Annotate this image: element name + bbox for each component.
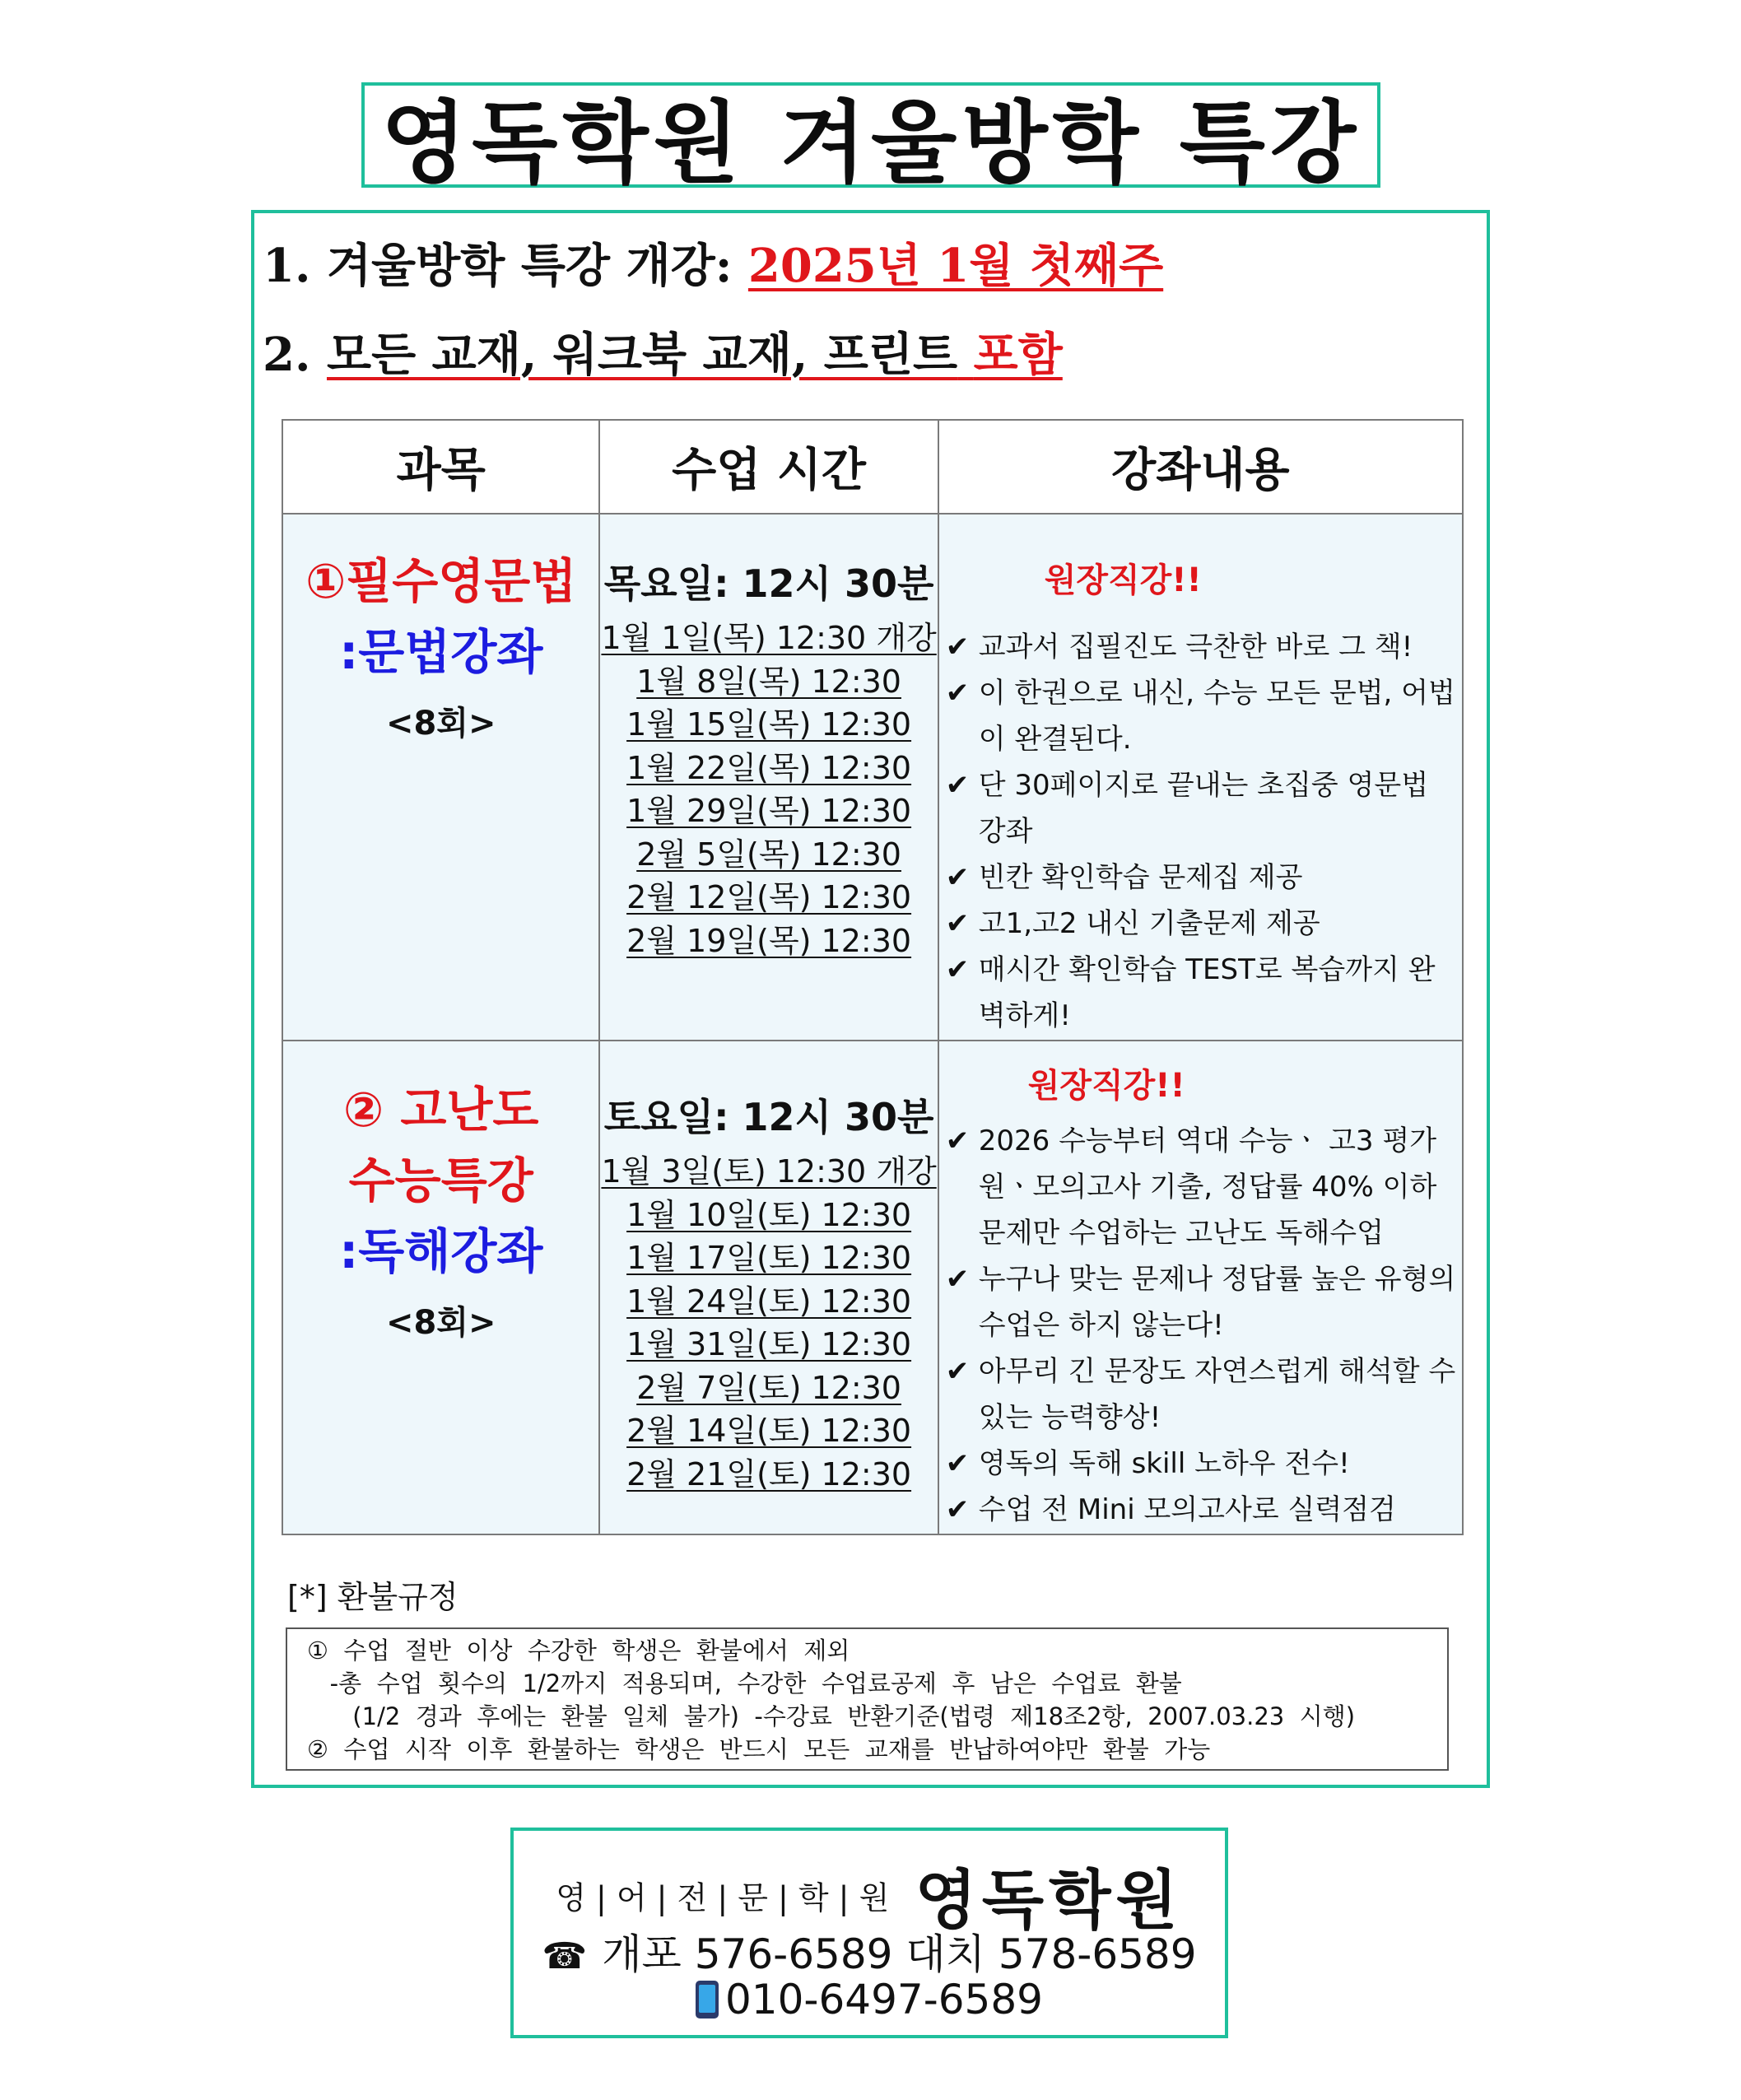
list-item-text: 단 30페이지로 끝내는 초집중 영문법 강좌	[978, 769, 1429, 848]
list-item	[946, 901, 1460, 947]
check-icon: ✔	[945, 953, 970, 986]
list-item	[946, 1441, 1460, 1487]
class-day: 토요일: 12시 30분	[603, 1095, 934, 1139]
content-cell	[938, 514, 1463, 1041]
list-item-text: 교과서 집필진도 극찬한 바로 그 책!	[978, 631, 1413, 664]
time-cell	[599, 514, 938, 1041]
list-item-text: 2026 수능부터 역대 수능ㆍ 고3 평가원ㆍ모의고사 기출, 정답률 40% 이하 문제만 수업하는 고난도 독해수업	[978, 1125, 1437, 1250]
list-item-text: 고1,고2 내신 기출문제 제공	[978, 907, 1320, 940]
class-date: 1월 3일(토) 12:30 개강	[601, 1153, 937, 1190]
list-item	[946, 1256, 1460, 1348]
header-subject: 과목	[282, 420, 599, 514]
refund-line: ② 수업 시작 이후 환불하는 학생은 반드시 모든 교재를 반납하여야만 환불 가능	[307, 1735, 1211, 1763]
headline-opening	[263, 230, 1163, 296]
headline-opening-date: 2025년 1월 첫째주	[747, 239, 1164, 293]
refund-line: ① 수업 절반 이상 수강한 학생은 환불에서 제외	[307, 1637, 850, 1665]
list-item-text: 누구나 맞는 문제나 정답률 높은 유형의 수업은 하지 않는다!	[978, 1263, 1456, 1342]
header-time: 수업 시간	[599, 420, 938, 514]
content-cell	[938, 1041, 1463, 1534]
list-item-text: 아무리 긴 문장도 자연스럽게 해석할 수 있는 능력향상!	[978, 1355, 1456, 1434]
subject-cell	[282, 514, 599, 1041]
list-item-text: 수업 전 Mini 모의고사로 실력점검	[978, 1493, 1396, 1526]
subject-title: ② 고난도	[343, 1082, 539, 1138]
subject-title: ①필수영문법	[305, 553, 577, 609]
mobile-phone-icon	[696, 1981, 719, 2019]
class-date: 1월 17일(토) 12:30	[626, 1240, 912, 1276]
table-header-row	[282, 420, 1463, 514]
class-date: 1월 31일(토) 12:30	[626, 1326, 912, 1362]
subject-cell	[282, 1041, 599, 1534]
academy-tagline: 영 | 어 | 전 | 문 | 학 | 원	[556, 1879, 890, 1916]
class-date: 2월 21일(토) 12:30	[626, 1455, 912, 1492]
time-cell	[599, 1041, 938, 1534]
list-item	[946, 1118, 1460, 1256]
list-item	[946, 670, 1460, 762]
refund-policy-box	[286, 1627, 1449, 1771]
class-date: 2월 12일(목) 12:30	[626, 879, 912, 915]
refund-line: (1/2 경과 후에는 환불 일체 불가) -수강료 반환기준(법령 제18조2항, 2007.03.23 시행)	[307, 1702, 1356, 1730]
list-item-text: 영독의 독해 skill 노하우 전수!	[978, 1447, 1350, 1480]
list-item	[946, 1348, 1460, 1441]
telephone-icon: ☎	[542, 1935, 588, 1977]
check-icon: ✔	[945, 631, 970, 664]
phone-row	[514, 1921, 1225, 1981]
headline-materials-body: 모든 교재, 워크북 교재, 프린트	[326, 328, 958, 382]
check-icon: ✔	[945, 1263, 970, 1296]
subject-subtitle: :문법강좌	[339, 624, 543, 680]
list-item	[946, 947, 1460, 1039]
class-date: 2월 7일(토) 12:30	[636, 1369, 901, 1406]
contact-box	[510, 1828, 1228, 2038]
headline-opening-label: 1. 겨울방학 특강 개강:	[263, 239, 733, 293]
class-date: 1월 24일(토) 12:30	[626, 1283, 912, 1320]
subject-title-2: 수능특강	[348, 1152, 533, 1208]
class-date: 1월 1일(목) 12:30 개강	[601, 620, 937, 656]
academy-name: 영독학원	[915, 1863, 1183, 1938]
class-day: 목요일: 12시 30분	[603, 561, 934, 606]
check-icon: ✔	[945, 907, 970, 940]
list-item	[946, 1487, 1460, 1533]
headline-materials-text	[327, 328, 1063, 382]
refund-policy-label: [*] 환불규정	[287, 1579, 459, 1615]
content-list	[946, 1118, 1460, 1533]
list-item-text: 매시간 확인학습 TEST로 복습까지 완벽하게!	[978, 953, 1436, 1032]
class-date: 1월 15일(목) 12:30	[626, 706, 912, 743]
class-date: 2월 19일(목) 12:30	[626, 922, 912, 959]
check-icon: ✔	[945, 1447, 970, 1480]
list-item	[946, 762, 1460, 854]
list-item-text: 빈칸 확인학습 문제집 제공	[978, 861, 1303, 894]
content-header: 원장직강!!	[1044, 561, 1202, 599]
refund-line: -총 수업 횟수의 1/2까지 적용되며, 수강한 수업료공제 후 남은 수업료 환불	[307, 1669, 1182, 1697]
headline-materials-highlight: 포함	[973, 328, 1063, 382]
class-date: 1월 8일(목) 12:30	[636, 663, 901, 700]
headline-materials	[263, 319, 1063, 384]
main-content-box	[251, 210, 1490, 1788]
page-title: 영독학원 겨울방학 특강	[380, 91, 1362, 195]
table-row-reading	[282, 1041, 1463, 1534]
session-count: <8회>	[385, 705, 496, 743]
class-date: 2월 14일(토) 12:30	[626, 1413, 912, 1449]
class-date: 1월 10일(토) 12:30	[626, 1196, 912, 1233]
check-icon: ✔	[945, 1355, 970, 1388]
content-header: 원장직강!!	[1027, 1067, 1185, 1105]
session-count: <8회>	[385, 1304, 496, 1342]
table-row-grammar	[282, 514, 1463, 1041]
header-content: 강좌내용	[938, 420, 1463, 514]
schedule-table	[282, 419, 1464, 1535]
check-icon: ✔	[945, 1125, 970, 1157]
check-icon: ✔	[945, 861, 970, 894]
list-item-text: 이 한권으로 내신, 수능 모든 문법, 어법이 완결된다.	[978, 677, 1455, 756]
check-icon: ✔	[945, 1493, 970, 1526]
check-icon: ✔	[945, 677, 970, 710]
subject-subtitle: :독해강좌	[339, 1223, 543, 1279]
content-list	[946, 624, 1460, 1039]
title-banner	[361, 82, 1380, 195]
phone-numbers: 개포 576-6589 대치 578-6589	[602, 1930, 1197, 1978]
list-item	[946, 624, 1460, 670]
class-date: 1월 29일(목) 12:30	[626, 793, 912, 829]
headline-materials-number: 2.	[263, 328, 311, 382]
check-icon: ✔	[945, 769, 970, 802]
class-date: 1월 22일(목) 12:30	[626, 749, 912, 786]
mobile-row	[514, 1976, 1225, 2023]
list-item	[946, 854, 1460, 901]
mobile-number: 010-6497-6589	[724, 1976, 1043, 2023]
class-date: 2월 5일(목) 12:30	[636, 836, 901, 873]
